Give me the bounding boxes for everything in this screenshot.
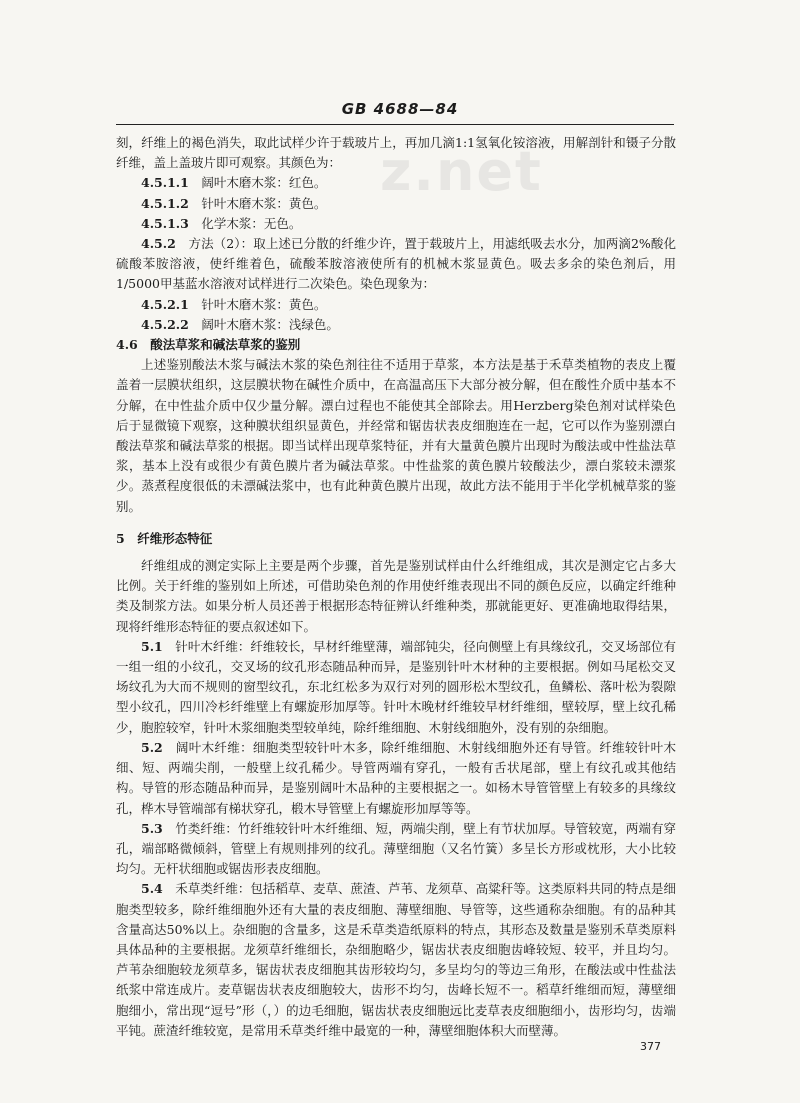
clause-4-5-1-2 [116,194,676,214]
section-heading-4-6 [116,335,676,355]
clause-number: 4.5.2.1 [141,296,189,312]
clause-number: 4.5.1.1 [141,175,189,191]
clause-4-5-1-3 [116,214,676,234]
paragraph-4-6: 上述鉴别酸法木浆与碱法木浆的染色剂往往不适用于草浆，本方法是基于禾草类植物的表皮上覆盖着一层膜状组织，这层膜状物在碱性介质中，在高温高压下大部分被分解，但在酸性介质中基本不分解，在中性盐介质中仅少量分解。漂白过程也不能使其全部除去。用Herzberg染色剂对试样染色后于显微镜下观察，这种膜状组织显黄色，并经常和锯齿状表皮细胞连在一起，它可以作为鉴别漂白酸法草浆和碱法草浆的根据。即当试样出现草浆特征，并有大量黄色膜片出现时为酸法或中性盐法草浆，基本上没有或很少有黄色膜片者为碱法草浆。中性盐浆的黄色膜片较酸法少，漂白浆较未漂浆少。蒸煮程度很低的未漂碱法浆中，也有此种黄色膜片出现，故此方法不能用于半化学机械草浆的鉴别。 [116,357,676,514]
clause-number: 4.5.1.3 [141,215,189,231]
spacer [116,517,676,529]
clause-text: 针叶木纤维：纤维较长，早材纤维壁薄，端部钝尖，径向侧壁上有具缘纹孔，交叉场部位有一组一组的小纹孔，交叉场的纹孔形态随品种而异，是鉴别针叶木材种的主要根据。例如马尾松交叉场纹孔为大而不规则的窗型纹孔，东北红松多为双行对列的圆形松木型纹孔，鱼鳞松、落叶松为裂隙型小纹孔，四川冷杉纤维壁上有螺旋形加厚等。针叶木晚材纤维较早材纤维细，壁较厚，壁上纹孔稀少，胞腔较窄，针叶木浆细胞类型较单纯，除纤维细胞、木射线细胞外，没有别的杂细胞。 [116,638,676,735]
clause-4-5-2-1 [116,295,676,315]
clause-number: 4.5.1.2 [141,195,189,211]
clause-text: 阔叶木磨木浆：浅绿色。 [201,316,339,332]
clause-number: 5.2 [141,739,163,755]
clause-5-1 [116,637,676,738]
clause-text: 针叶木磨木浆：黄色。 [201,296,327,312]
spacer [116,549,676,556]
page-header-standard-code: GB 4688—84 [341,100,459,118]
watermark-text: z.net [380,140,543,203]
page-number: 377 [640,1040,661,1053]
clause-text: 方法（2）：取上述已分散的纤维少许，置于载玻片上，用滤纸吸去水分，加两滴2%酸化硫酸苯胺溶液，使纤维着色，硫酸苯胺溶液使所有的机械木浆显黄色。吸去多余的染色剂后，用1/5000甲基蓝水溶液对试样进行二次染色。染色现象为： [116,236,676,292]
clause-text: 化学木浆：无色。 [201,215,302,231]
clause-4-5-1-1 [116,173,676,193]
clause-4-5-2-2 [116,315,676,335]
clause-number: 5.3 [141,820,163,836]
paragraph-intro: 刻，纤维上的褐色消失，取此试样少许于载玻片上，再加几滴1:1氢氧化铵溶液，用解剖针和镊子分散纤维，盖上盖玻片即可观察。其颜色为： [116,135,676,171]
section-title: 酸法草浆和碱法草浆的鉴别 [150,337,301,353]
clause-5-2 [116,738,676,819]
clause-text: 禾草类纤维：包括稻草、麦草、蔗渣、芦苇、龙须草、高粱秆等。这类原料共同的特点是细胞类型较多，除纤维细胞外还有大量的表皮细胞、薄壁细胞、导管等，这些通称杂细胞。有的品种其含量高达50%以上。杂细胞的含量多，这是禾草类造纸原料的特点，其形态及数量是鉴别禾草类原料具体品种的主要根据。龙须草纤维细长，杂细胞略少，锯齿状表皮细胞齿峰较短、较平，并且均匀。芦苇杂细胞较龙须草多，锯齿状表皮细胞其齿形较均匀，多呈均匀的等边三角形，在酸法或中性盐法纸浆中常连成片。麦草锯齿状表皮细胞较大，齿形不均匀，齿峰长短不一。稻草纤维细而短，薄壁细胞细小，常出现“逗号”形（，）的边毛细胞，锯齿状表皮细胞远比麦草表皮细胞细小，齿形均匀，齿端平钝。蔗渣纤维较宽，是常用禾草类纤维中最宽的一种，薄壁细胞体积大而壁薄。 [116,881,676,1038]
section-title: 纤维形态特征 [137,530,213,546]
document-body [116,133,676,1041]
header-rule [116,124,674,125]
clause-number: 4.5.2 [141,236,176,252]
section-number: 5 [116,530,125,546]
clause-number: 5.4 [141,881,163,897]
clause-text: 阔叶木纤维：细胞类型较针叶木多，除纤维细胞、木射线细胞外还有导管。纤维较针叶木细、短、两端尖削，一般壁上纹孔稀少。导管两端有穿孔，一般有舌状尾部，壁上有纹孔或其他结构。导管的形态随品种而异，是鉴别阔叶木品种的主要根据之一。如杨木导管管壁上有较多的具缘纹孔，桦木导管端部有梯状穿孔，椴木导管壁上有螺旋形加厚等等。 [116,739,676,816]
clause-5-3 [116,819,676,880]
section-number: 4.6 [116,337,138,353]
clause-text: 竹类纤维：竹纤维较针叶木纤维细、短，两端尖削，壁上有节状加厚。导管较宽，两端有穿孔，端部略微倾斜，管壁上有规则排列的纹孔。薄壁细胞（又名竹簧）多呈长方形或枕形，大小比较均匀。无杆状细胞或锯齿形表皮细胞。 [116,820,676,877]
section-heading-5 [116,529,676,549]
clause-4-5-2 [116,234,676,295]
clause-text: 针叶木磨木浆：黄色。 [201,195,327,211]
clause-text: 阔叶木磨木浆：红色。 [201,175,327,191]
clause-number: 4.5.2.2 [141,316,189,332]
clause-5-4 [116,879,676,1041]
paragraph-5: 纤维组成的测定实际上主要是两个步骤，首先是鉴别试样由什么纤维组成，其次是测定它占多大比例。关于纤维的鉴别如上所述，可借助染色剂的作用使纤维表现出不同的颜色反应，以确定纤维种类及制浆方法。如果分析人员还善于根据形态特征辨认纤维种类，那就能更好、更准确地取得结果，现将纤维形态特征的要点叙述如下。 [116,558,676,634]
clause-number: 5.1 [141,638,163,654]
